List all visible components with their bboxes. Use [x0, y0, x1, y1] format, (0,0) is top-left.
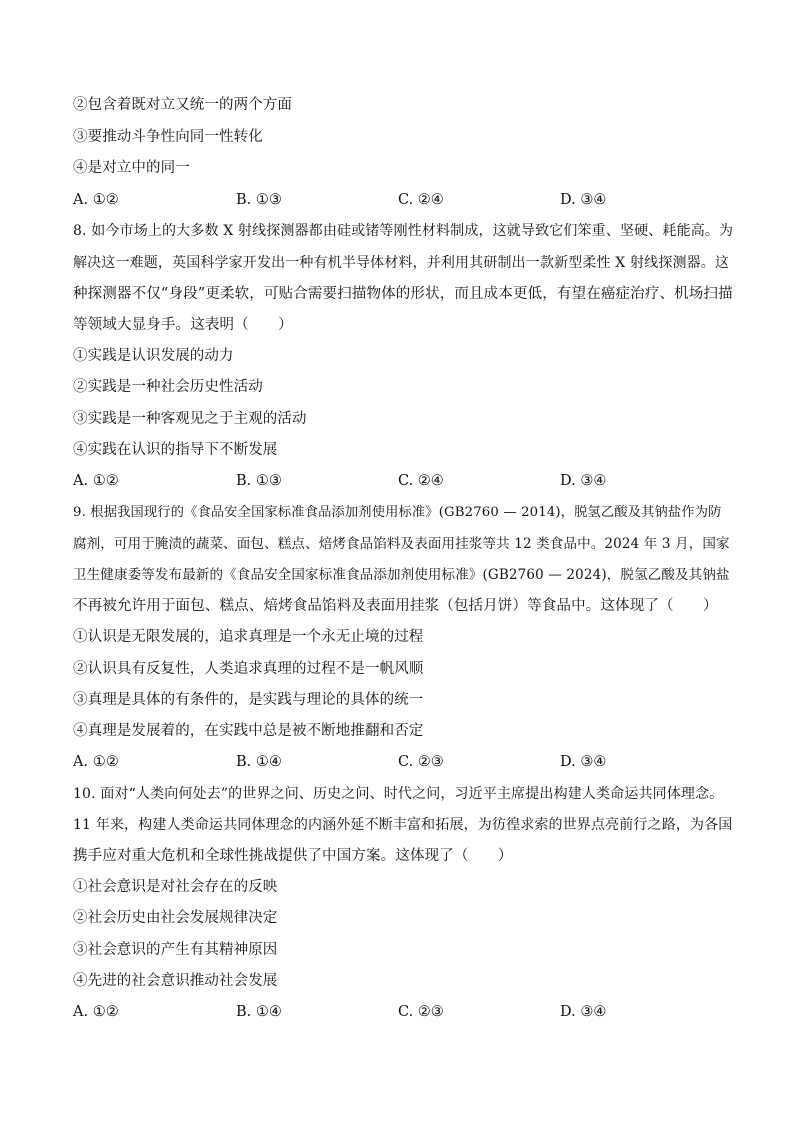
q9-choice-d: D. ③④	[560, 754, 607, 770]
q8-stem-line-2: 解决这一难题，英国科学家开发出一种有机半导体材料，并利用其研制出一款新型柔性 X 射线探测器。这	[73, 255, 730, 271]
q8-choice-a: A. ①②	[73, 473, 119, 489]
q10-choice-c: C. ②③	[398, 1004, 444, 1020]
q8-choice-d: D. ③④	[560, 473, 607, 489]
q10-option-1: ①社会意识是对社会存在的反映	[73, 879, 278, 895]
q8-stem-line-4: 等领域大显身手。这表明（ ）	[73, 317, 293, 333]
q8-choices	[73, 471, 733, 491]
q8-stem-line-1: 8. 如今市场上的大多数 X 射线探测器都由硅或锗等刚性材料制成，这就导致它们笨重、坚硬、耗能高。为	[73, 223, 734, 239]
q8-option-3: ③实践是一种客观见之于主观的活动	[73, 411, 307, 427]
q7-option-3: ③要推动斗争性向同一性转化	[73, 129, 263, 145]
q8-stem-line-3: 种探测器不仅“身段”更柔软，可贴合需要扫描物体的形状，而且成本更低，有望在癌症治疗、机场扫描	[73, 286, 733, 302]
q10-choice-b: B. ①④	[236, 1004, 282, 1020]
q10-option-3: ③社会意识的产生有其精神原因	[73, 942, 278, 958]
q10-choices	[73, 1002, 733, 1022]
q9-choice-a: A. ①②	[73, 754, 119, 770]
q9-option-4: ④真理是发展着的，在实践中总是被不断地推翻和否定	[73, 723, 424, 739]
q8-option-4: ④实践在认识的指导下不断发展	[73, 442, 278, 458]
q9-stem-line-1: 9. 根据我国现行的《食品安全国家标准食品添加剂使用标准》(GB2760 — 2014)，脱氢乙酸及其钠盐作为防	[73, 505, 722, 520]
q7-option-2: ②包含着既对立又统一的两个方面	[73, 97, 292, 113]
q7-choice-b: B. ①③	[236, 192, 282, 208]
q9-stem-line-4: 不再被允许用于面包、糕点、焙烤食品馅料及表面用挂浆（包括月饼）等食品中。这体现了（ ）	[73, 598, 718, 614]
q10-option-4: ④先进的社会意识推动社会发展	[73, 973, 278, 989]
q9-option-1: ①认识是无限发展的，追求真理是一个永无止境的过程	[73, 629, 424, 645]
q8-choice-b: B. ①③	[236, 473, 282, 489]
q7-choice-c: C. ②④	[398, 192, 444, 208]
q8-choice-c: C. ②④	[398, 473, 444, 489]
q7-option-4: ④是对立中的同一	[73, 160, 190, 176]
q10-choice-a: A. ①②	[73, 1004, 119, 1020]
q10-choice-d: D. ③④	[560, 1004, 607, 1020]
q9-choice-c: C. ②③	[398, 754, 444, 770]
q9-option-2: ②认识具有反复性，人类追求真理的过程不是一帆风顺	[73, 661, 424, 677]
q10-stem-line-3: 携手应对重大危机和全球性挑战提供了中国方案。这体现了（ ）	[73, 848, 513, 864]
q7-choice-a: A. ①②	[73, 192, 119, 208]
q8-option-2: ②实践是一种社会历史性活动	[73, 379, 263, 395]
q9-choice-b: B. ①④	[236, 754, 282, 770]
q9-stem-line-3: 卫生健康委等发布最新的《食品安全国家标准食品添加剂使用标准》(GB2760 — 2024)，脱氢乙酸及其钠盐	[73, 567, 730, 583]
q9-option-3: ③真理是具体的有条件的，是实践与理论的具体的统一	[73, 692, 424, 708]
q7-choice-d: D. ③④	[560, 192, 607, 208]
q8-option-1: ①实践是认识发展的动力	[73, 348, 234, 364]
q10-stem-line-2: 11 年来，构建人类命运共同体理念的内涵外延不断丰富和拓展，为彷徨求索的世界点亮前行之路，为各国	[73, 817, 733, 833]
q9-choices	[73, 752, 733, 772]
q7-choices	[73, 190, 733, 210]
q10-stem-line-1: 10. 面对“人类向何处去”的世界之问、历史之问、时代之问，习近平主席提出构建人类命运共同体理念。	[73, 786, 724, 802]
q9-stem-line-2: 腐剂，可用于腌渍的蔬菜、面包、糕点、焙烤食品馅料及表面用挂浆等共 12 类食品中。2024 年 3 月，国家	[73, 536, 730, 552]
q10-option-2: ②社会历史由社会发展规律决定	[73, 910, 278, 926]
